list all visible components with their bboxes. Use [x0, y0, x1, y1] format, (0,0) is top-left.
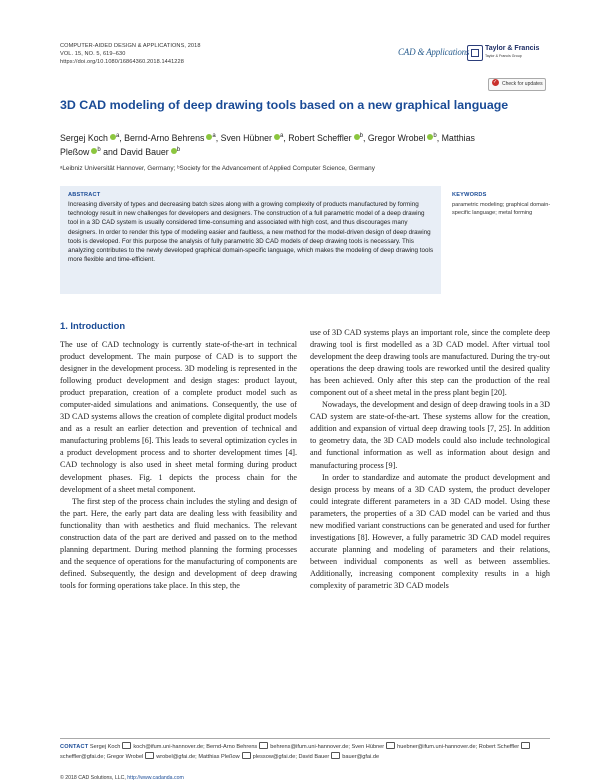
affiliation-marker: a [115, 133, 120, 139]
affiliation-marker: b [433, 133, 437, 139]
contact-name: Sven Hübner [351, 744, 385, 750]
contact-name: Robert Scheffler [478, 744, 520, 750]
publisher-logos [398, 41, 548, 63]
journal-doi[interactable]: https://doi.org/10.1080/16864360.2018.1441228 [60, 59, 184, 65]
contact-name: David Bauer [298, 754, 330, 760]
author-list [60, 130, 550, 159]
author-line: Sergej Koch $^a$, Bernd-Arno Behrens $^a$, Sven Hübner $^a$, Robert Scheffler $^b$, Gregor Wrobel $^b$, Matthias [60, 132, 475, 143]
author-name: Sergej Koch [60, 132, 108, 143]
author-name: Robert Scheffler [288, 132, 352, 143]
contact-email[interactable]: scheffler@gfai.de; [60, 754, 106, 760]
contact-name: Sergej Koch [89, 744, 121, 750]
publisher-url[interactable]: http://www.cadanda.com [127, 775, 184, 781]
contact-email[interactable]: wrobel@gfai.de; [156, 754, 197, 760]
section-heading: 1. Introduction [60, 320, 126, 331]
email-icon [259, 742, 268, 749]
abstract-text: Increasing diversity of types and decreasing batch sizes along with a growing complexity of products manufactured by forming technology result in new challenges for developers and designers. The construction of a full parametric model of a deep drawing tool in a 3D CAD system is usually considered time-consuming and associated with high cost, and thus discourages many designers. In order to render this type of modeling easier and faultless, a new method for the model-driven design of deep drawing tools is developed. For this purpose the analysis of fully parametric 3D CAD models of deep drawing tools is necessary. This analyzing contributes to the newly developed graphical domain-specific language, which makes the modeling of deep drawing tools more flexible and time-efficient. [68, 201, 434, 264]
author-name: Sven Hübner [220, 132, 272, 143]
author-line: Pleßow $^b$ and David Bauer $^b$ [60, 147, 181, 158]
contact-email[interactable]: koch@ifum.uni-hannover.de; [133, 744, 205, 750]
cad-logo: CAD & Applications [398, 47, 470, 57]
affiliation-marker: b [359, 133, 363, 139]
publisher-name: Taylor & Francis [485, 45, 540, 52]
abstract-box [60, 186, 441, 294]
paper-title: 3D CAD modeling of deep drawing tools based on a new graphical language [60, 98, 509, 112]
affiliations: ᵃLeibniz Universität Hannover, Germany; ᵇSociety for the Advancement of Applied Computer Science, Germany [60, 165, 375, 172]
paragraph: In order to standardize and automate the product development and design process by means of a 3D CAD system, the product developer could integrate different parameters in a 3D CAD model. Using these parameters, the properties of a 3D CAD model can be varied and thus new modified variant constructions can be generated and used for further investigations [8]. However, a fully parametric 3D CAD model requires accurate planning and modeling of parameters and their relations, between individual components as well as between assemblies. Additionally, increasing component complexity results in a high complexity of parametric 3D CAD models [310, 472, 550, 590]
body-column-left [60, 339, 297, 592]
journal-meta [60, 42, 201, 66]
email-icon [242, 752, 251, 759]
author-name: Pleßow [60, 147, 90, 158]
footer [60, 775, 184, 781]
publisher-sub: Taylor & Francis Group [485, 54, 522, 58]
affiliation-marker: b [97, 147, 101, 154]
contact-entries [60, 744, 532, 760]
affiliation-marker: b [176, 147, 181, 154]
author-name: Matthias [441, 132, 475, 143]
contact-name: Bernd-Arno Behrens [206, 744, 258, 750]
author-name: Bernd-Arno Behrens [124, 132, 205, 143]
paragraph: use of 3D CAD systems plays an important role, since the complete deep drawing tool is first modelled as a 3D CAD model. After virtual tool development the deep drawing tools are manufactured. During the try-out operations the deep drawing tools are reworked until the desired quality has been achieved. Only after this step can the production of the real component out of a sheet metal in the press plant begin [20]. [310, 328, 550, 398]
taylor-francis-logo [467, 43, 547, 63]
journal-volume: VOL. 15, NO. 5, 619–630 [60, 51, 126, 57]
contact-email[interactable]: huebner@ifum.uni-hannover.de; [397, 744, 478, 750]
contact-email[interactable]: plessow@gfai.de; [252, 754, 297, 760]
keywords-heading: KEYWORDS [452, 192, 487, 198]
contact-label: CONTACT [60, 744, 89, 750]
email-icon [521, 742, 530, 749]
body-column-right [310, 327, 550, 592]
contact-name: Matthias Pleßow [198, 754, 240, 760]
paragraph: The first step of the process chain includes the styling and design of the part. Here, the early part data are dealing less with feasibility and functionality than with aesthetics and fluid mechanics. The relevant construction data of the part are derived and passed on to the method planning department. During method planning the forming processes and the sequence of operations for the manufacturing of components are defined. Subsequently, the design and development of deep drawing tools for forming operations take place. In this step, the [60, 496, 297, 590]
email-icon [331, 752, 340, 759]
contact-email[interactable]: bauer@gfai.de [342, 754, 380, 760]
email-icon [145, 752, 154, 759]
affiliation-marker: a [212, 133, 216, 139]
check-updates-icon [492, 79, 499, 86]
email-icon [386, 742, 395, 749]
keywords-text: parametric modeling; graphical domain-specific language; metal forming [452, 202, 551, 216]
author-name: Gregor Wrobel [367, 132, 426, 143]
taylor-francis-icon [467, 45, 483, 61]
author-name: David Bauer [120, 147, 169, 158]
check-for-updates-button[interactable] [488, 78, 546, 91]
contact-block [60, 742, 550, 762]
check-updates-label: Check for updates [502, 81, 543, 87]
copyright: © 2018 CAD Solutions, LLC, [60, 775, 128, 781]
contact-email[interactable]: behrens@ifum.uni-hannover.de; [270, 744, 350, 750]
paragraph: Nowadays, the development and design of deep drawing tools in a 3D CAD system are state-of-the-art. These systems allow for the creation, addition and expansion of virtual deep drawing tools [7, 25]. In addition to geometry data, the 3D CAD models could also include technological and functional information as well as information about design and manufacturing process [9]. [310, 400, 550, 470]
email-icon [122, 742, 131, 749]
divider [60, 738, 550, 739]
abstract-heading: ABSTRACT [68, 192, 101, 198]
contact-name: Gregor Wrobel [106, 754, 144, 760]
affiliation-marker: a [279, 133, 284, 139]
paragraph: The use of CAD technology is currently state-of-the-art in technical product development. The main purpose of CAD is to support the designer in the development process. 3D modeling is represented in the following product development and design stages: product layout, product preparation, creation of a complete product model such as computer-aided simulations and animations. Consequently, the use of 3D CAD systems allows the creation of complete digital product models and as a result an earlier detection and prevention of technical and manufacturing problems [6]. This leads to several optimization cycles in a product development process and to shorter development times [4]. CAD technology is also used in sheet metal forming during product development phases. Fig. 1 depicts the process chain for the development of a sheet metal component. [60, 340, 297, 494]
journal-name: COMPUTER-AIDED DESIGN & APPLICATIONS, 2018 [60, 43, 201, 49]
